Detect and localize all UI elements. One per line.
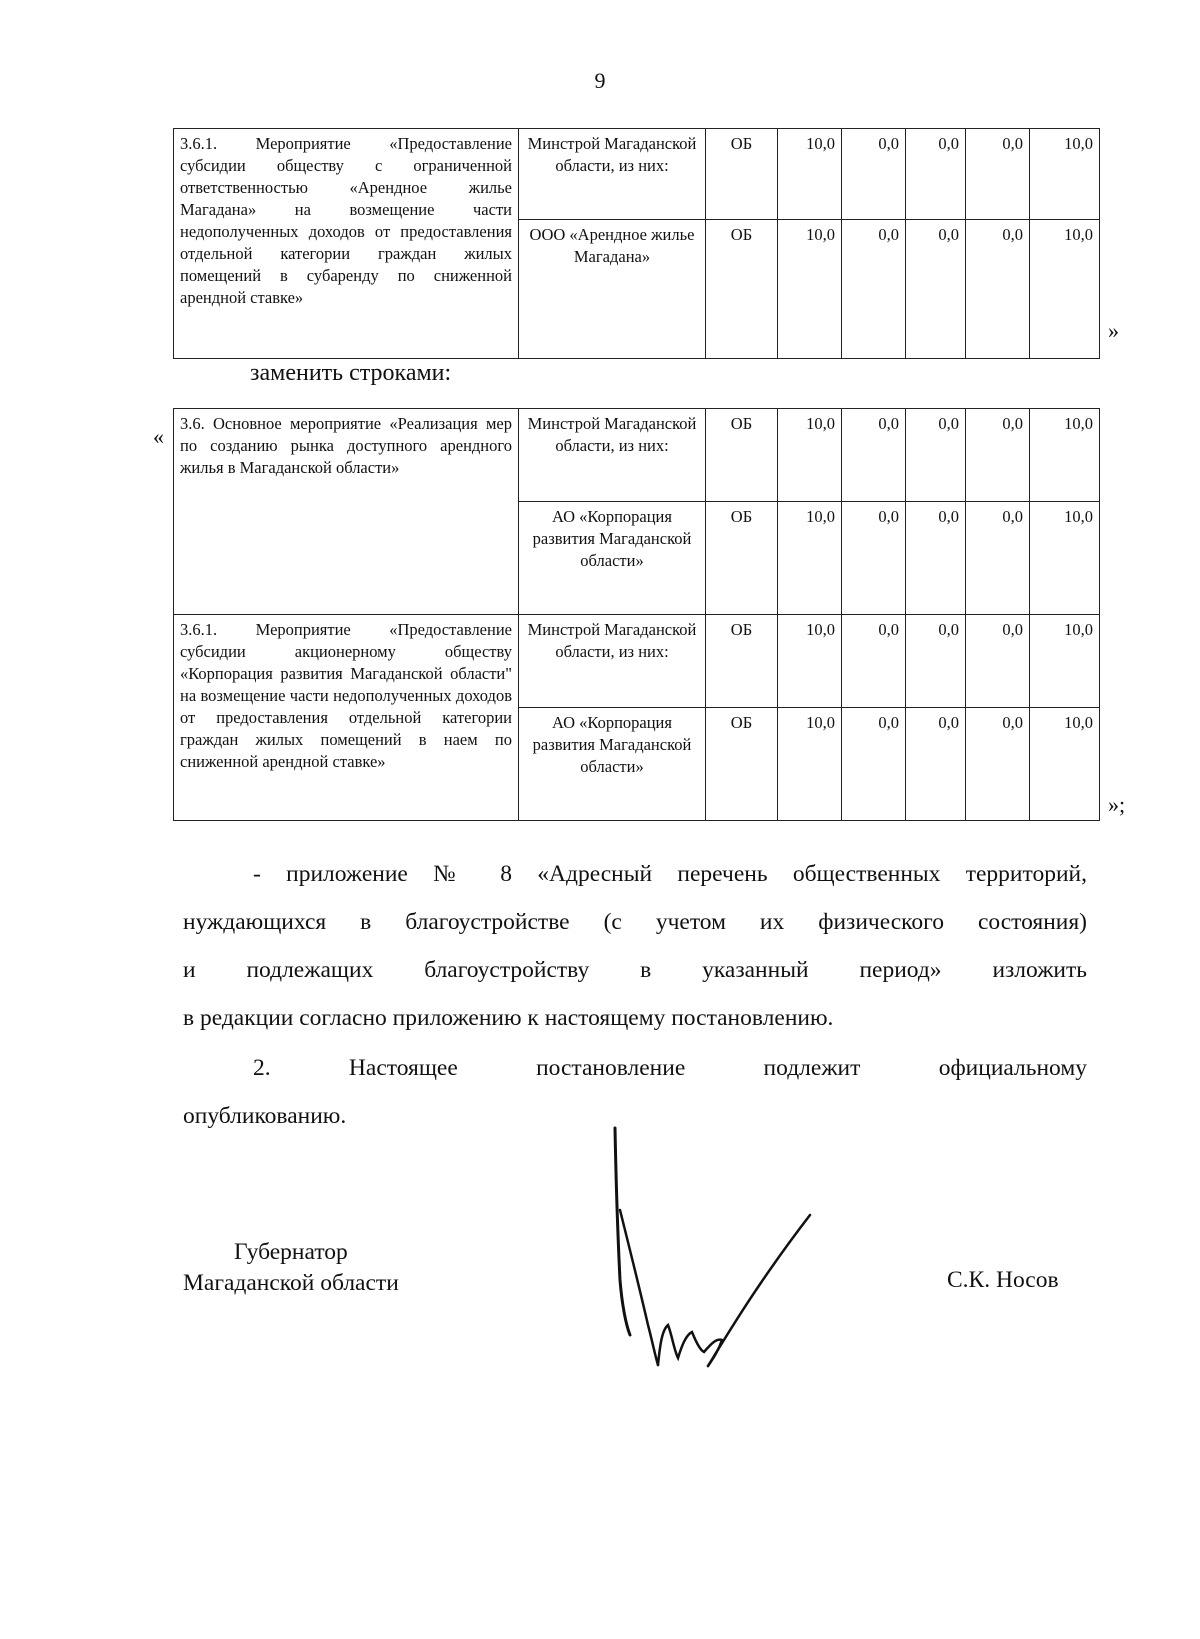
value-cell: 0,0: [906, 409, 966, 502]
paragraph-line: опубликованию.: [183, 1103, 347, 1129]
source-cell: ОБ: [706, 129, 778, 220]
new-rows-table: [173, 408, 1100, 821]
page-number: 9: [594, 68, 606, 93]
executor-cell: Минстрой Магаданской области, из них:: [519, 409, 706, 502]
old-rows-table: [173, 128, 1100, 359]
signatory-title: [183, 1237, 399, 1299]
paragraph-line: и подлежащих благоустройству в указанный период» изложить: [183, 957, 1087, 983]
paragraph-line: 2. Настоящее постановление подлежит официальному: [253, 1055, 1087, 1081]
value-cell: 0,0: [966, 409, 1030, 502]
value-cell: 10,0: [778, 220, 842, 359]
replace-instruction: заменить строками:: [250, 360, 452, 386]
source-cell: ОБ: [706, 220, 778, 359]
value-cell: 10,0: [1030, 129, 1100, 220]
paragraph-appendix-8: [183, 850, 1087, 1042]
value-cell: 0,0: [906, 708, 966, 821]
value-cell: 0,0: [966, 615, 1030, 708]
source-cell: ОБ: [706, 502, 778, 615]
value-cell: 10,0: [1030, 409, 1100, 502]
value-cell: 0,0: [842, 615, 906, 708]
signatory-title-line: Губернатор: [233, 1239, 348, 1265]
source-cell: ОБ: [706, 708, 778, 821]
value-cell: 10,0: [1030, 708, 1100, 821]
value-cell: 0,0: [842, 708, 906, 821]
value-cell: 0,0: [906, 220, 966, 359]
value-cell: 10,0: [1030, 220, 1100, 359]
closing-quote: »;: [1108, 792, 1126, 817]
executor-cell: ООО «Арендное жилье Магадана»: [519, 220, 706, 359]
value-cell: 0,0: [966, 708, 1030, 821]
closing-quote: »: [1108, 318, 1119, 343]
value-cell: 10,0: [778, 129, 842, 220]
value-cell: 10,0: [1030, 615, 1100, 708]
signatory-name: С.К. Носов: [947, 1267, 1059, 1293]
value-cell: 0,0: [966, 502, 1030, 615]
value-cell: 10,0: [778, 502, 842, 615]
measure-description: 3.6. Основное мероприятие «Реализация мер по созданию рынка доступного арендного жилья в Магаданской области»: [174, 409, 519, 615]
opening-quote: «: [153, 424, 164, 449]
value-cell: 0,0: [842, 502, 906, 615]
measure-description: 3.6.1. Мероприятие «Предоставление субсидии акционерному обществу «Корпорация развития Магаданской области" на возмещение части недополученных доходов от предоставления отдельной категории граждан жилых помещений в наем по сниженной арендной ставке»: [174, 615, 519, 821]
value-cell: 0,0: [842, 129, 906, 220]
value-cell: 0,0: [842, 220, 906, 359]
source-cell: ОБ: [706, 615, 778, 708]
paragraph-line: в редакции согласно приложению к настоящему постановлению.: [183, 1005, 834, 1031]
paragraph-line: - приложение № 8 «Адресный перечень общественных территорий,: [253, 861, 1087, 887]
executor-cell: АО «Корпорация развития Магаданской области»: [519, 502, 706, 615]
executor-cell: АО «Корпорация развития Магаданской области»: [519, 708, 706, 821]
value-cell: 10,0: [778, 615, 842, 708]
executor-cell: Минстрой Магаданской области, из них:: [519, 129, 706, 220]
table-row: [174, 129, 1100, 220]
value-cell: 0,0: [842, 409, 906, 502]
table-row: [174, 615, 1100, 708]
value-cell: 10,0: [778, 708, 842, 821]
value-cell: 0,0: [966, 129, 1030, 220]
signatory-title-line: Магаданской области: [183, 1270, 399, 1296]
paragraph-line: нуждающихся в благоустройстве (с учетом их физического состояния): [183, 909, 1087, 935]
source-cell: ОБ: [706, 409, 778, 502]
value-cell: 10,0: [778, 409, 842, 502]
handwritten-signature: [600, 1120, 830, 1390]
value-cell: 0,0: [906, 502, 966, 615]
executor-cell: Минстрой Магаданской области, из них:: [519, 615, 706, 708]
table-row: [174, 409, 1100, 502]
value-cell: 10,0: [1030, 502, 1100, 615]
measure-description: 3.6.1. Мероприятие «Предоставление субсидии обществу с ограниченной ответственностью «Арендное жилье Магадана» на возмещение части недополученных доходов от предоставления отдельной категории граждан жилых помещений в субаренду по сниженной арендной ставке»: [174, 129, 519, 359]
value-cell: 0,0: [906, 129, 966, 220]
value-cell: 0,0: [966, 220, 1030, 359]
value-cell: 0,0: [906, 615, 966, 708]
